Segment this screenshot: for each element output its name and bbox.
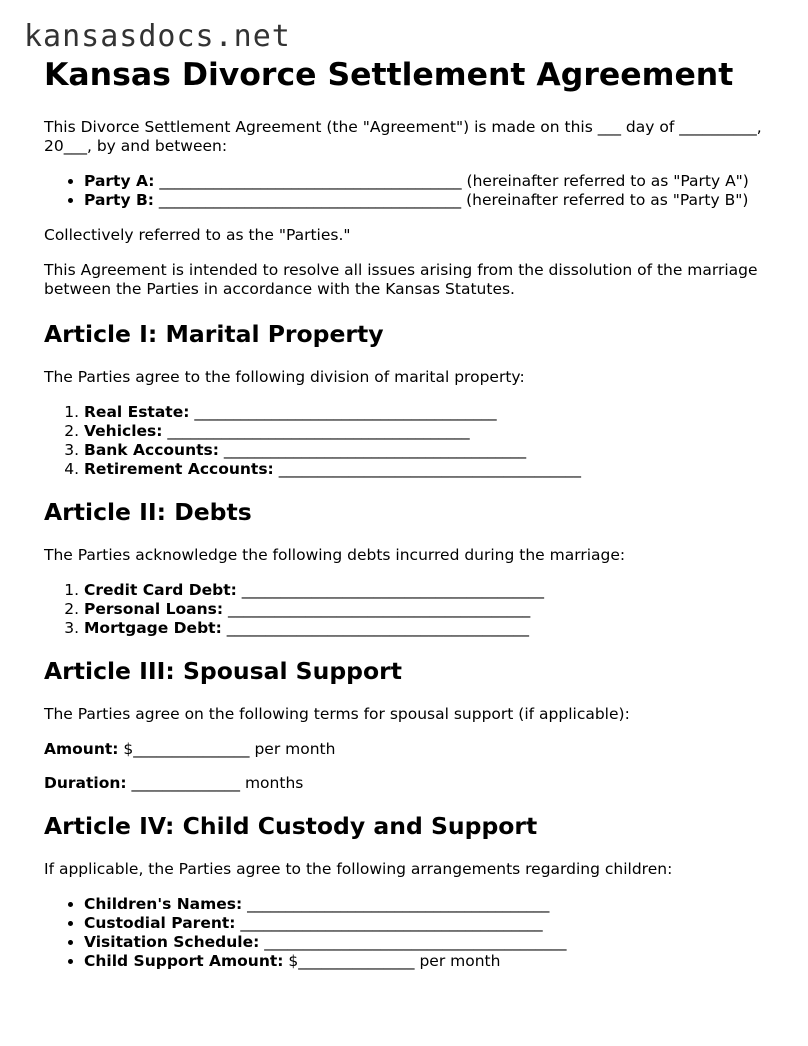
item-blank: _______________________________________ — [273, 460, 581, 478]
item-label: Mortgage Debt: — [84, 619, 222, 637]
list-item — [84, 600, 764, 619]
item-label: Real Estate: — [84, 403, 190, 421]
list-item — [84, 619, 764, 638]
item-blank: _______________________________________ — [259, 933, 567, 951]
list-item — [84, 422, 764, 441]
item-label: Personal Loans: — [84, 600, 224, 618]
list-item — [84, 581, 764, 600]
item-blank: _______________________________________ — [221, 619, 529, 637]
duration-line — [44, 774, 764, 793]
item-blank: _______________________________________ — [162, 422, 470, 440]
article-4-list — [44, 895, 764, 971]
article-3-text: The Parties agree on the following terms for spousal support (if applicable): — [44, 705, 630, 723]
party-b-label: Party B: — [84, 191, 154, 209]
item-label: Vehicles: — [84, 422, 163, 440]
watermark: kansasdocs.net — [24, 19, 291, 54]
party-b-blank: _______________________________________ (hereinafter referred to as "Party B") — [153, 191, 749, 209]
parties-list — [44, 172, 764, 210]
article-2-list — [44, 581, 764, 638]
article-4-heading: Article IV: Child Custody and Support — [44, 812, 538, 840]
item-blank: _______________________________________ — [236, 581, 544, 599]
item-blank: _______________________________________ — [223, 600, 531, 618]
article-2-heading: Article II: Debts — [44, 498, 252, 526]
list-item — [84, 460, 764, 479]
party-a-item — [84, 172, 764, 191]
article-4-text: If applicable, the Parties agree to the following arrangements regarding children: — [44, 860, 673, 878]
article-1-list — [44, 403, 764, 479]
item-blank: $_______________ per month — [283, 952, 501, 970]
list-item — [84, 403, 764, 422]
party-a-label: Party A: — [84, 172, 155, 190]
amount-line — [44, 740, 764, 759]
item-label: Visitation Schedule: — [84, 933, 260, 951]
intro-paragraph: This Divorce Settlement Agreement (the "Agreement") is made on this ___ day of __________, 20___, by and between: — [44, 118, 762, 155]
document-title: Kansas Divorce Settlement Agreement — [44, 57, 734, 93]
item-blank: _______________________________________ — [242, 895, 550, 913]
collective-paragraph: Collectively referred to as the "Parties." — [44, 226, 351, 244]
amount-blank: $_______________ per month — [118, 740, 336, 758]
item-label: Custodial Parent: — [84, 914, 236, 932]
item-label: Retirement Accounts: — [84, 460, 274, 478]
article-1-heading: Article I: Marital Property — [44, 320, 384, 348]
list-item — [84, 895, 764, 914]
item-label: Children's Names: — [84, 895, 243, 913]
purpose-paragraph: This Agreement is intended to resolve all issues arising from the dissolution of the marriage between the Parties in accordance with the Kansas Statutes. — [44, 261, 758, 298]
article-3-heading: Article III: Spousal Support — [44, 657, 402, 685]
item-blank: _______________________________________ — [218, 441, 527, 459]
item-label: Child Support Amount: — [84, 952, 284, 970]
item-label: Bank Accounts: — [84, 441, 219, 459]
party-a-blank: _______________________________________ (hereinafter referred to as "Party A") — [154, 172, 749, 190]
party-b-item — [84, 191, 764, 210]
list-item — [84, 952, 764, 971]
article-1-text: The Parties agree to the following division of marital property: — [44, 368, 525, 386]
list-item — [84, 914, 764, 933]
item-label: Credit Card Debt: — [84, 581, 237, 599]
list-item — [84, 933, 764, 952]
duration-label: Duration: — [44, 774, 127, 792]
item-blank: _______________________________________ — [235, 914, 543, 932]
amount-label: Amount: — [44, 740, 119, 758]
item-blank: _______________________________________ — [189, 403, 497, 421]
document — [44, 56, 764, 971]
duration-blank: ______________ months — [126, 774, 304, 792]
list-item — [84, 441, 764, 460]
article-2-text: The Parties acknowledge the following debts incurred during the marriage: — [44, 546, 626, 564]
